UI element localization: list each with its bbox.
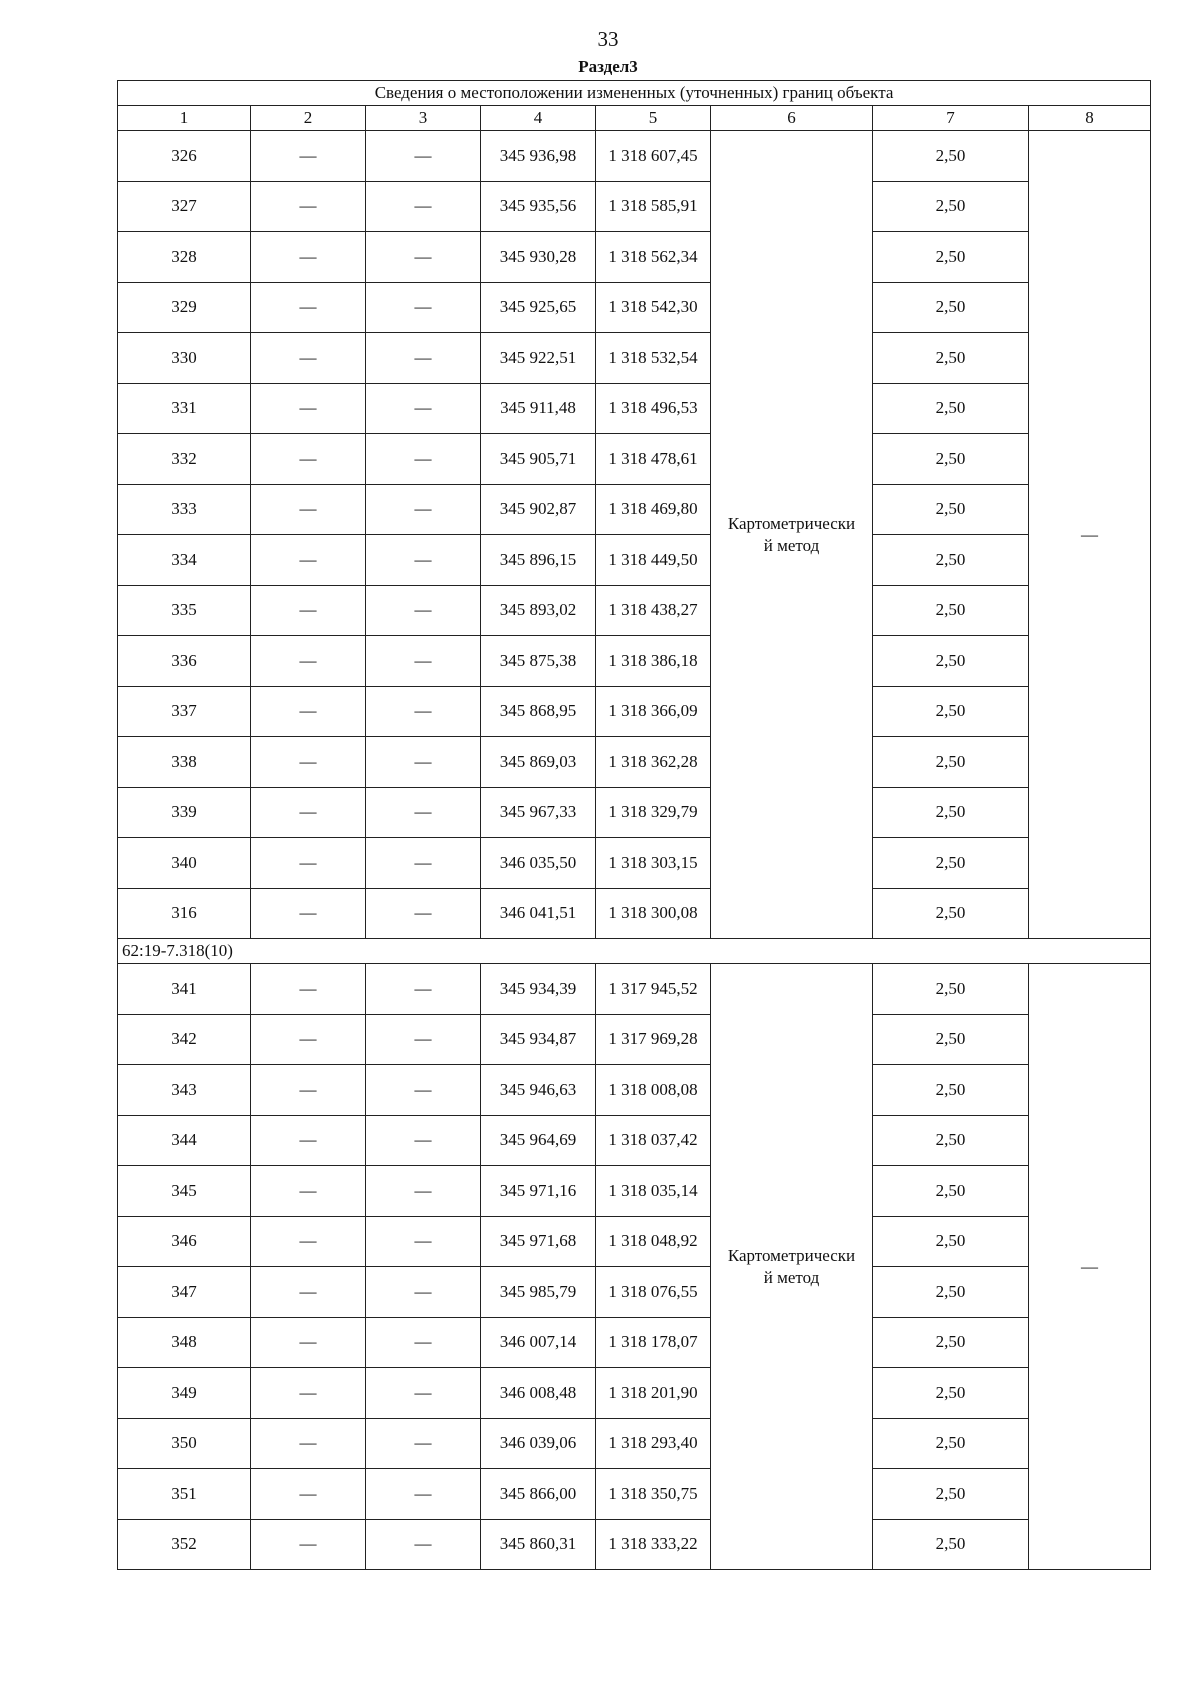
x-coordinate-cell: 345 935,56	[481, 181, 596, 232]
accuracy-cell: 2,50	[873, 686, 1029, 737]
column-3-cell: —	[366, 535, 481, 586]
point-number-cell: 336	[118, 636, 251, 687]
y-coordinate-cell: 1 318 542,30	[596, 282, 711, 333]
y-coordinate-cell: 1 318 532,54	[596, 333, 711, 384]
column-3-cell: —	[366, 585, 481, 636]
x-coordinate-cell: 345 875,38	[481, 636, 596, 687]
point-number-cell: 348	[118, 1317, 251, 1368]
y-coordinate-cell: 1 318 585,91	[596, 181, 711, 232]
point-number-cell: 337	[118, 686, 251, 737]
accuracy-cell: 2,50	[873, 1418, 1029, 1469]
point-number-cell: 334	[118, 535, 251, 586]
column-2-cell: —	[251, 181, 366, 232]
point-number-cell: 345	[118, 1166, 251, 1217]
table-row	[118, 737, 1151, 788]
x-coordinate-cell: 345 985,79	[481, 1267, 596, 1318]
point-number-cell: 346	[118, 1216, 251, 1267]
y-coordinate-cell: 1 317 969,28	[596, 1014, 711, 1065]
column-2-cell: —	[251, 1014, 366, 1065]
table-row	[118, 1065, 1151, 1116]
table-row	[118, 1014, 1151, 1065]
x-coordinate-cell: 346 007,14	[481, 1317, 596, 1368]
table-row	[118, 686, 1151, 737]
accuracy-cell: 2,50	[873, 1267, 1029, 1318]
column-2-cell: —	[251, 1115, 366, 1166]
x-coordinate-cell: 345 971,68	[481, 1216, 596, 1267]
accuracy-cell: 2,50	[873, 964, 1029, 1015]
column-2-cell: —	[251, 484, 366, 535]
column-2-cell: —	[251, 232, 366, 283]
column-2-cell: —	[251, 1469, 366, 1520]
accuracy-cell: 2,50	[873, 888, 1029, 939]
table-body	[118, 131, 1151, 1570]
column-2-cell: —	[251, 686, 366, 737]
column-3-cell: —	[366, 838, 481, 889]
column-2-cell: —	[251, 535, 366, 586]
column-3-cell: —	[366, 484, 481, 535]
table-row	[118, 1317, 1151, 1368]
y-coordinate-cell: 1 318 496,53	[596, 383, 711, 434]
y-coordinate-cell: 1 318 076,55	[596, 1267, 711, 1318]
table-row	[118, 232, 1151, 283]
column-3-cell: —	[366, 1469, 481, 1520]
x-coordinate-cell: 345 930,28	[481, 232, 596, 283]
column-number: 1	[118, 106, 251, 131]
column-2-cell: —	[251, 333, 366, 384]
table-row	[118, 1115, 1151, 1166]
point-number-cell: 340	[118, 838, 251, 889]
table-row	[118, 434, 1151, 485]
table-row	[118, 1469, 1151, 1520]
x-coordinate-cell: 345 971,16	[481, 1166, 596, 1217]
column-2-cell: —	[251, 636, 366, 687]
column-2-cell: —	[251, 1065, 366, 1116]
x-coordinate-cell: 345 896,15	[481, 535, 596, 586]
column-3-cell: —	[366, 686, 481, 737]
x-coordinate-cell: 345 866,00	[481, 1469, 596, 1520]
table-row	[118, 181, 1151, 232]
column-3-cell: —	[366, 1418, 481, 1469]
x-coordinate-cell: 345 860,31	[481, 1519, 596, 1570]
y-coordinate-cell: 1 318 366,09	[596, 686, 711, 737]
point-number-cell: 335	[118, 585, 251, 636]
y-coordinate-cell: 1 318 035,14	[596, 1166, 711, 1217]
group-label-row	[118, 939, 1151, 964]
column-2-cell: —	[251, 383, 366, 434]
column-3-cell: —	[366, 1166, 481, 1217]
table-row	[118, 484, 1151, 535]
column-2-cell: —	[251, 1519, 366, 1570]
column-3-cell: —	[366, 434, 481, 485]
method-cell: Картометрически й метод	[711, 131, 873, 939]
y-coordinate-cell: 1 318 048,92	[596, 1216, 711, 1267]
x-coordinate-cell: 346 035,50	[481, 838, 596, 889]
x-coordinate-cell: 345 934,39	[481, 964, 596, 1015]
y-coordinate-cell: 1 318 449,50	[596, 535, 711, 586]
accuracy-cell: 2,50	[873, 838, 1029, 889]
column-3-cell: —	[366, 232, 481, 283]
accuracy-cell: 2,50	[873, 1166, 1029, 1217]
accuracy-cell: 2,50	[873, 484, 1029, 535]
column-2-cell: —	[251, 737, 366, 788]
table-caption: Сведения о местоположении измененных (уточненных) границ объекта	[118, 81, 1151, 106]
column-3-cell: —	[366, 1368, 481, 1419]
point-number-cell: 347	[118, 1267, 251, 1318]
column-2-cell: —	[251, 434, 366, 485]
column-2-cell: —	[251, 1368, 366, 1419]
y-coordinate-cell: 1 318 478,61	[596, 434, 711, 485]
point-number-cell: 332	[118, 434, 251, 485]
x-coordinate-cell: 345 967,33	[481, 787, 596, 838]
x-coordinate-cell: 345 905,71	[481, 434, 596, 485]
column-3-cell: —	[366, 787, 481, 838]
accuracy-cell: 2,50	[873, 131, 1029, 182]
accuracy-cell: 2,50	[873, 1065, 1029, 1116]
point-number-cell: 344	[118, 1115, 251, 1166]
point-number-cell: 330	[118, 333, 251, 384]
column-number: 5	[596, 106, 711, 131]
column-3-cell: —	[366, 1317, 481, 1368]
point-number-cell: 316	[118, 888, 251, 939]
accuracy-cell: 2,50	[873, 232, 1029, 283]
column-2-cell: —	[251, 1216, 366, 1267]
table-row	[118, 838, 1151, 889]
accuracy-cell: 2,50	[873, 282, 1029, 333]
page-number: 33	[597, 27, 619, 51]
y-coordinate-cell: 1 318 329,79	[596, 787, 711, 838]
y-coordinate-cell: 1 318 300,08	[596, 888, 711, 939]
y-coordinate-cell: 1 318 293,40	[596, 1418, 711, 1469]
column-8-cell: —	[1029, 964, 1151, 1570]
column-number: 7	[873, 106, 1029, 131]
y-coordinate-cell: 1 318 350,75	[596, 1469, 711, 1520]
x-coordinate-cell: 346 039,06	[481, 1418, 596, 1469]
point-number-cell: 351	[118, 1469, 251, 1520]
column-3-cell: —	[366, 181, 481, 232]
y-coordinate-cell: 1 318 008,08	[596, 1065, 711, 1116]
x-coordinate-cell: 345 936,98	[481, 131, 596, 182]
point-number-cell: 343	[118, 1065, 251, 1116]
table-row	[118, 1368, 1151, 1419]
accuracy-cell: 2,50	[873, 535, 1029, 586]
x-coordinate-cell: 345 964,69	[481, 1115, 596, 1166]
point-number-cell: 331	[118, 383, 251, 434]
column-3-cell: —	[366, 333, 481, 384]
column-3-cell: —	[366, 1267, 481, 1318]
point-number-cell: 329	[118, 282, 251, 333]
accuracy-cell: 2,50	[873, 585, 1029, 636]
accuracy-cell: 2,50	[873, 434, 1029, 485]
column-3-cell: —	[366, 1014, 481, 1065]
column-2-cell: —	[251, 838, 366, 889]
y-coordinate-cell: 1 318 562,34	[596, 232, 711, 283]
point-number-cell: 339	[118, 787, 251, 838]
point-number-cell: 326	[118, 131, 251, 182]
column-2-cell: —	[251, 964, 366, 1015]
table-row	[118, 535, 1151, 586]
point-number-cell: 352	[118, 1519, 251, 1570]
x-coordinate-cell: 345 922,51	[481, 333, 596, 384]
column-8-cell: —	[1029, 131, 1151, 939]
accuracy-cell: 2,50	[873, 737, 1029, 788]
column-3-cell: —	[366, 131, 481, 182]
method-cell: Картометрически й метод	[711, 964, 873, 1570]
point-number-cell: 341	[118, 964, 251, 1015]
y-coordinate-cell: 1 318 333,22	[596, 1519, 711, 1570]
point-number-cell: 327	[118, 181, 251, 232]
table-row	[118, 1166, 1151, 1217]
point-number-cell: 342	[118, 1014, 251, 1065]
column-number: 6	[711, 106, 873, 131]
coordinates-table	[117, 80, 1151, 1570]
y-coordinate-cell: 1 318 303,15	[596, 838, 711, 889]
x-coordinate-cell: 345 911,48	[481, 383, 596, 434]
table-row	[118, 1519, 1151, 1570]
table-row	[118, 787, 1151, 838]
y-coordinate-cell: 1 318 386,18	[596, 636, 711, 687]
point-number-cell: 333	[118, 484, 251, 535]
table-row	[118, 1418, 1151, 1469]
column-number: 2	[251, 106, 366, 131]
column-number: 4	[481, 106, 596, 131]
column-2-cell: —	[251, 787, 366, 838]
x-coordinate-cell: 345 893,02	[481, 585, 596, 636]
x-coordinate-cell: 346 008,48	[481, 1368, 596, 1419]
table-row	[118, 1267, 1151, 1318]
y-coordinate-cell: 1 317 945,52	[596, 964, 711, 1015]
column-number: 8	[1029, 106, 1151, 131]
x-coordinate-cell: 345 946,63	[481, 1065, 596, 1116]
y-coordinate-cell: 1 318 362,28	[596, 737, 711, 788]
accuracy-cell: 2,50	[873, 383, 1029, 434]
accuracy-cell: 2,50	[873, 181, 1029, 232]
column-3-cell: —	[366, 282, 481, 333]
x-coordinate-cell: 346 041,51	[481, 888, 596, 939]
x-coordinate-cell: 345 934,87	[481, 1014, 596, 1065]
y-coordinate-cell: 1 318 607,45	[596, 131, 711, 182]
accuracy-cell: 2,50	[873, 1469, 1029, 1520]
column-3-cell: —	[366, 1216, 481, 1267]
column-2-cell: —	[251, 1267, 366, 1318]
x-coordinate-cell: 345 902,87	[481, 484, 596, 535]
column-3-cell: —	[366, 1065, 481, 1116]
table-row	[118, 383, 1151, 434]
column-2-cell: —	[251, 1166, 366, 1217]
table-row	[118, 282, 1151, 333]
table-row	[118, 636, 1151, 687]
accuracy-cell: 2,50	[873, 787, 1029, 838]
table-row	[118, 1216, 1151, 1267]
table-row	[118, 888, 1151, 939]
accuracy-cell: 2,50	[873, 1014, 1029, 1065]
column-number-row	[118, 106, 1151, 131]
table-row	[118, 964, 1151, 1015]
table-row	[118, 131, 1151, 182]
section-title: Раздел3	[578, 57, 638, 76]
column-2-cell: —	[251, 1418, 366, 1469]
x-coordinate-cell: 345 868,95	[481, 686, 596, 737]
column-2-cell: —	[251, 282, 366, 333]
y-coordinate-cell: 1 318 178,07	[596, 1317, 711, 1368]
accuracy-cell: 2,50	[873, 636, 1029, 687]
column-3-cell: —	[366, 737, 481, 788]
accuracy-cell: 2,50	[873, 333, 1029, 384]
x-coordinate-cell: 345 925,65	[481, 282, 596, 333]
column-2-cell: —	[251, 1317, 366, 1368]
column-3-cell: —	[366, 1519, 481, 1570]
column-3-cell: —	[366, 383, 481, 434]
accuracy-cell: 2,50	[873, 1519, 1029, 1570]
y-coordinate-cell: 1 318 469,80	[596, 484, 711, 535]
accuracy-cell: 2,50	[873, 1216, 1029, 1267]
point-number-cell: 328	[118, 232, 251, 283]
column-3-cell: —	[366, 1115, 481, 1166]
y-coordinate-cell: 1 318 037,42	[596, 1115, 711, 1166]
column-3-cell: —	[366, 888, 481, 939]
group-label: 62:19-7.318(10)	[118, 939, 1151, 964]
column-2-cell: —	[251, 585, 366, 636]
y-coordinate-cell: 1 318 201,90	[596, 1368, 711, 1419]
accuracy-cell: 2,50	[873, 1317, 1029, 1368]
x-coordinate-cell: 345 869,03	[481, 737, 596, 788]
point-number-cell: 350	[118, 1418, 251, 1469]
column-3-cell: —	[366, 964, 481, 1015]
table-row	[118, 585, 1151, 636]
column-number: 3	[366, 106, 481, 131]
accuracy-cell: 2,50	[873, 1115, 1029, 1166]
y-coordinate-cell: 1 318 438,27	[596, 585, 711, 636]
column-2-cell: —	[251, 131, 366, 182]
point-number-cell: 349	[118, 1368, 251, 1419]
table-row	[118, 333, 1151, 384]
point-number-cell: 338	[118, 737, 251, 788]
column-2-cell: —	[251, 888, 366, 939]
accuracy-cell: 2,50	[873, 1368, 1029, 1419]
column-3-cell: —	[366, 636, 481, 687]
